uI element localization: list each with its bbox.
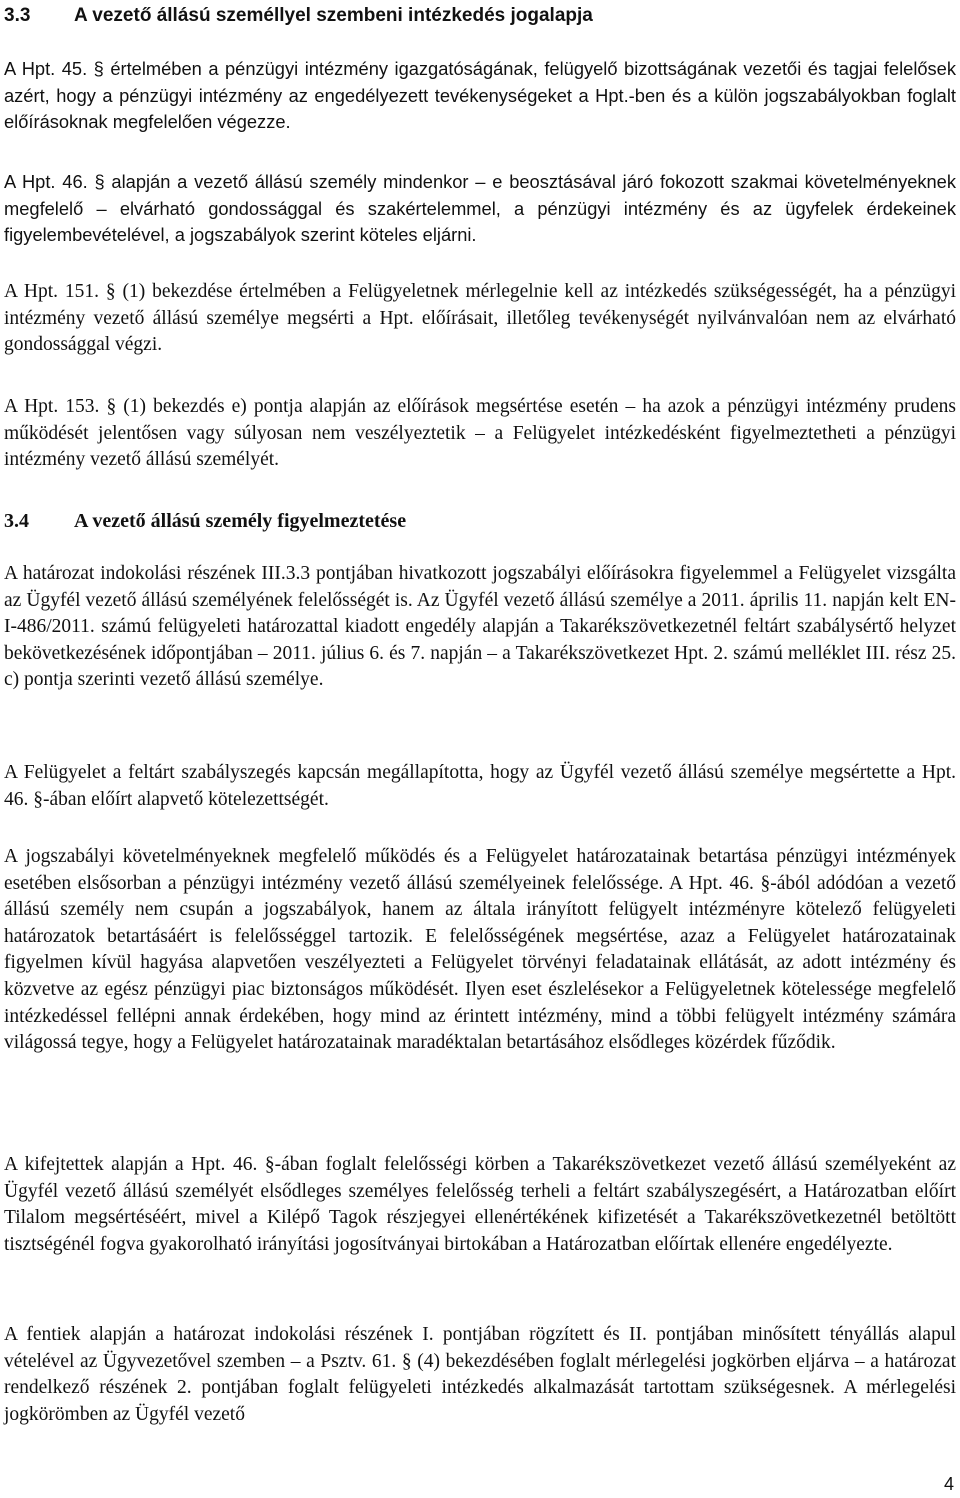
section-title: A vezető állású személlyel szembeni intézkedés jogalapja — [74, 5, 593, 26]
section-title: A vezető állású személy figyelmeztetése — [74, 510, 407, 532]
section-number: 3.3 — [4, 5, 31, 26]
section-heading-3-3 — [4, 3, 593, 30]
paragraph: A kifejtettek alapján a Hpt. 46. §-ában foglalt felelősségi körben a Takarékszövetkezet vezető állású személyeként az Ügyfél vezető állású személyét elsődleges személyes felelősség terheli a feltárt szabályszegésért, a Határozatban előírt Tilalom megsértéséért, mivel a Kilépő Tagok részjegyei ellenértékének kifizetését a Takarékszövetkezetnél betöltött tisztségénél fogva gyakorolható irányítási jogosítványai birtokában a Határozatban előírtak ellenére engedélyezte. — [4, 1154, 956, 1255]
paragraph: A Hpt. 45. § értelmében a pénzügyi intézmény igazgatóságának, felügyelő bizottságának vezetői és tagjai felelősek azért, hogy a pénzügyi intézmény az engedélyezett tevékenységeket a Hpt.-ben és a külön jogszabályokban foglalt előírásoknak megfelelően végezze. — [4, 58, 956, 133]
paragraph: A határozat indokolási részének III.3.3 pontjában hivatkozott jogszabályi előírásokra figyelemmel a Felügyelet vizsgálta az Ügyfél vezető állású személyének felelősségét is. Az Ügyfél vezető állású személye a 2011. április 11. napján kelt EN-I-486/2011. számú felügyeleti határozattal kiadott engedély alapján a Takarékszövetkezetnél feltárt szabálysértő helyzet bekövetkezésének időpontjában – 2011. július 6. és 7. napján – a Takarékszövetkezet Hpt. 2. számú melléklet III. rész 25. c) pontja szerinti vezető állású személye. — [4, 563, 956, 691]
paragraph: A Hpt. 46. § alapján a vezető állású személy mindenkor – e beosztásával járó fokozott szakmai követelményeknek megfelelő – elvárható gondossággal és szakértelemmel, a pénzügyi intézmény és az ügyfelek érdekeinek figyelembevételével, a jogszabályok szerint köteles eljárni. — [4, 171, 956, 246]
page-number: 4 — [943, 1474, 954, 1494]
section-heading-3-4 — [4, 508, 406, 535]
paragraph: A jogszabályi követelményeknek megfelelő működés és a Felügyelet határozatainak betartása pénzügyi intézmények esetében elsősorban a pénzügyi intézmény vezető állású személyeinek felelőssége. A Hpt. 46. §-ából adódóan a vezető állású személy nem csupán a jogszabályok, hanem az általa irányított felügyelt intézményre kötelező felügyeleti határozatok betartásáért is felelősséggel tartozik. E felelősségének megsértése, azaz a Felügyelet határozatainak figyelmen kívül hagyása alapvetően veszélyezteti a Felügyelet törvényi feladatainak ellátását, az adott intézmény és közvetve az egész pénzügyi piac biztonságos működését. Ilyen eset észlelésekor a Felügyeletnek kötelessége megfelelő intézkedéssel fellépni annak érdekében, hogy mind az érintett intézmény, mind a többi felügyelt intézmény számára világossá tegye, hogy a Felügyelet határozatainak maradéktalan betartásához elsődleges közérdek fűződik. — [4, 846, 956, 1054]
paragraph: A fentiek alapján a határozat indokolási részének I. pontjában rögzített és II. pontjában minősített tényállás alapul vételével az Ügyvezetővel szemben – a Psztv. 61. § (4) bekezdésében foglalt mérlegelési jogkörben eljárva – a határozat rendelkező részének 2. pontjában foglalt felügyeleti intézkedés alkalmazását tartottam szükségesnek. A mérlegelési jogkörömben az Ügyfél vezető — [4, 1324, 956, 1425]
paragraph: A Hpt. 151. § (1) bekezdése értelmében a Felügyeletnek mérlegelnie kell az intézkedés szükségességét, ha a pénzügyi intézmény vezető állású személye megsérti a Hpt. előírásait, illetőleg tevékenységét nyilvánvalóan nem az elvárható gondossággal végzi. — [4, 281, 956, 356]
section-number: 3.4 — [4, 510, 29, 532]
paragraph: A Hpt. 153. § (1) bekezdés e) pontja alapján az előírások megsértése esetén – ha azok a pénzügyi intézmény prudens működését jelentősen vagy súlyosan nem veszélyeztetik – a Felügyelet intézkedésként figyelmeztetheti a pénzügyi intézmény vezető állású személyét. — [4, 396, 956, 471]
paragraph: A Felügyelet a feltárt szabályszegés kapcsán megállapította, hogy az Ügyfél vezető állású személye megsértette a Hpt. 46. §-ában előírt alapvető kötelezettségét. — [4, 762, 956, 810]
